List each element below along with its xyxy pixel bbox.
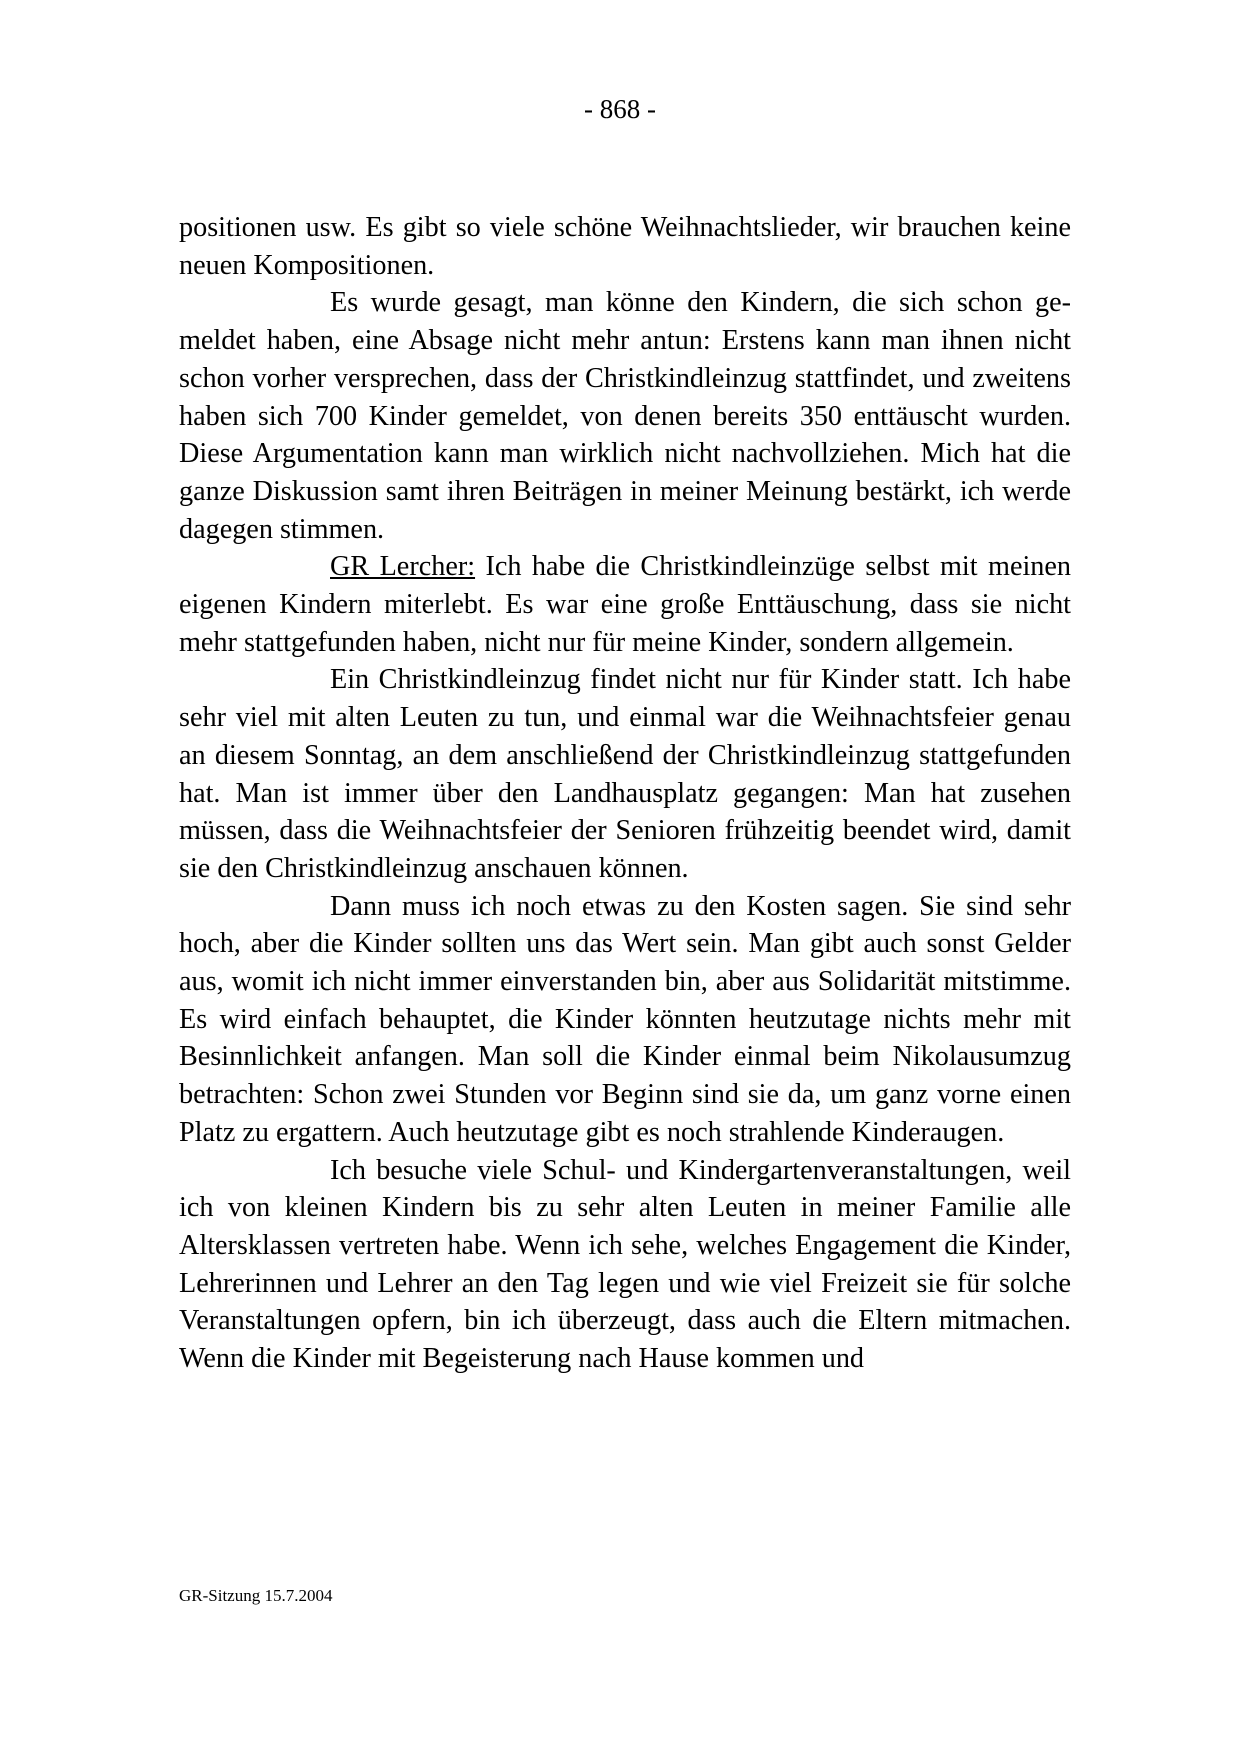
paragraph xyxy=(179,888,1071,1152)
paragraph-text: Ich besuche viele Schul- und Kindergartenveranstaltungen, weil ich von kleinen Kindern bis zu sehr alten Leuten in meiner Familie alle Altersklassen vertreten habe. Wenn ich sehe, welches Engagement die Kinder, Lehrerinnen und Lehrer an den Tag legen und wie viel Freizeit sie für solche Veranstaltungen opfern, bin ich überzeugt, dass auch die Eltern mitmachen. Wenn die Kinder mit Begeisterung nach Hause kommen und xyxy=(179,1154,1071,1375)
document-body xyxy=(179,209,1071,1378)
footer-session-label: GR-Sitzung 15.7.2004 xyxy=(179,1586,333,1605)
paragraph-speaker-lercher xyxy=(179,548,1071,661)
speaker-name: GR Lercher: xyxy=(330,551,476,583)
page-number: - 868 - xyxy=(584,94,656,124)
paragraph-last xyxy=(179,1152,1071,1378)
paragraph-continuation xyxy=(179,209,1071,284)
paragraph-text: Dann muss ich noch etwas zu den Kosten sagen. Sie sind sehr hoch, aber die Kinder sollten uns das Wert sein. Man gibt auch sonst Gelder aus, womit ich nicht immer einverstanden bin, aber aus Solidarität mitstimme. Es wird einfach behauptet, die Kinder könnten heutzutage nichts mehr mit Besinnlichkeit anfangen. Man soll die Kinder einmal beim Nikolausumzug betrachten: Schon zwei Stunden vor Beginn sind sie da, um ganz vorne einen Platz zu ergattern. Auch heutzutage gibt es noch strahlende Kinderaugen. xyxy=(179,890,1071,1148)
paragraph xyxy=(179,284,1071,548)
paragraph-text: Ich habe die Christkindleinzüge selbst mit meinen eigenen Kindern miterlebt. Es war eine große Enttäuschung, dass sie nicht mehr stattgefunden haben, nicht nur für meine Kinder, sondern allgemein. xyxy=(179,551,1071,658)
paragraph-text: positionen usw. Es gibt so viele schöne Weihnachtslieder, wir brauchen keine neuen Kompositionen. xyxy=(179,212,1071,281)
paragraph-text: Es wurde gesagt, man könne den Kindern, die sich schon gemeldet haben, eine Absage nicht mehr antun: Erstens kann man ihnen nicht schon vorher versprechen, dass der Christkindleinzug stattfindet, und zweitens haben sich 700 Kinder gemeldet, von denen bereits 350 enttäuscht wurden. Diese Argumentation kann man wirklich nicht nachvollziehen. Mich hat die ganze Diskussion samt ihren Beiträgen in meiner Meinung bestärkt, ich werde dagegen stimmen. xyxy=(179,287,1071,545)
paragraph xyxy=(179,661,1071,887)
paragraph-text: Ein Christkindleinzug findet nicht nur für Kinder statt. Ich habe sehr viel mit alten Leuten zu tun, und einmal war die Weihnachtsfeier genau an diesem Sonntag, an dem anschließend der Christkindleinzug stattgefunden hat. Man ist immer über den Landhausplatz gegangen: Man hat zusehen müssen, dass die Weihnachtsfeier der Senioren frühzeitig beendet wird, damit sie den Christkindleinzug anschauen können. xyxy=(179,664,1071,884)
